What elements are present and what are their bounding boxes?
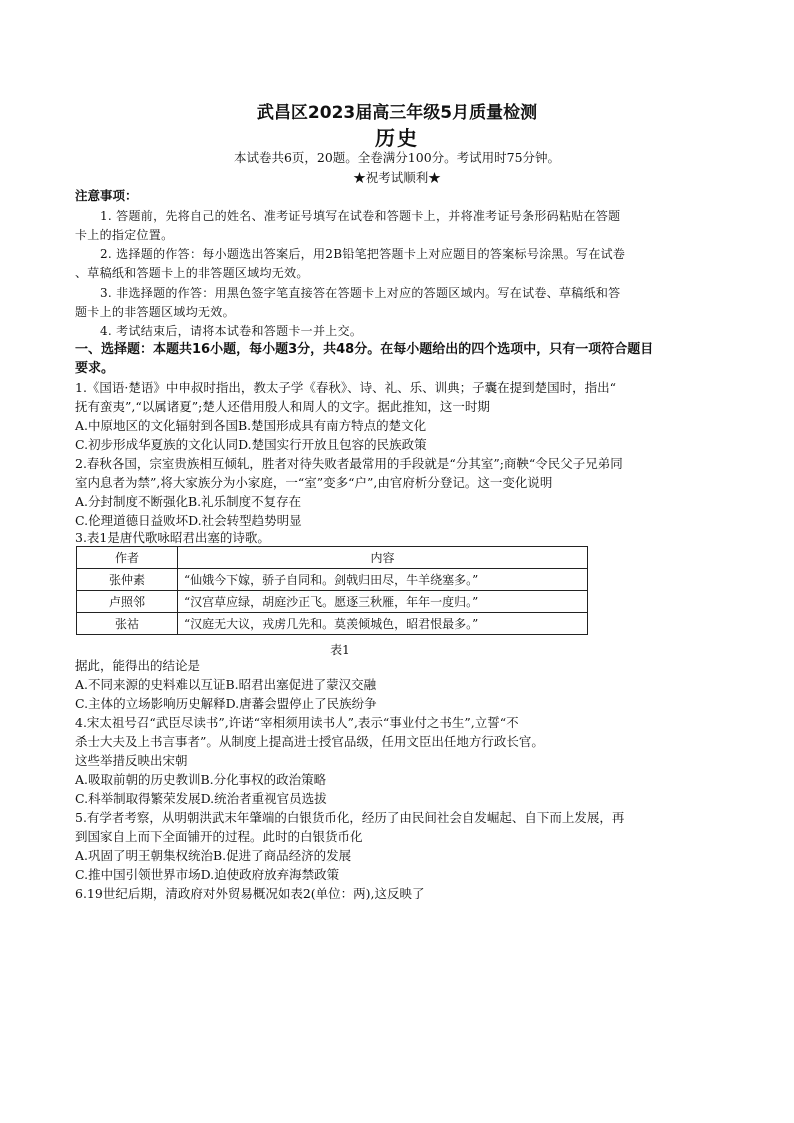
question-3-stem: 据此，能得出的结论是 [75,658,201,673]
subject-title: 历史 [375,126,419,150]
notice-line: 3. 非选择题的作答：用黑色签字笔直接答在答题卡上对应的答题区域内。写在试卷、草稿纸和答 [100,286,621,300]
notice-line: 2. 选择题的作答：每小题选出答案后，用2B铅笔把答题卡上对应题目的答案标号涂黑。写在试卷 [100,247,626,261]
good-luck-line: ★祝考试顺利★ [353,170,441,185]
question-2-stem: 室内息者为禁”,将大家族分为小家庭，一“室”变多“户”,由官府析分登记。这一变化说明 [75,475,553,490]
exam-title: 武昌区2023届高三年级5月质量检测 [256,103,538,123]
table-header-author: 作者 [77,547,178,569]
notice-line: 1. 答题前，先将自己的姓名、准考证号填写在试卷和答题卡上，并将准考证号条形码粘贴在答题 [100,209,621,223]
table-header-row [77,547,588,569]
question-6-stem: 6.19世纪后期，清政府对外贸易概况如表2(单位：两),这反映了 [75,886,425,901]
section-heading-cont: 要求。 [75,361,115,376]
table-header-content: 内容 [178,547,588,569]
section-heading: 一、选择题：本题共16小题，每小题3分，共48分。在每小题给出的四个选项中，只有一项符合题目 [75,342,654,357]
table-row [77,591,588,613]
question-3-options: A.不同来源的史料难以互证B.昭君出塞促进了蒙汉交融 [75,677,377,692]
table-cell-author: 张仲素 [77,569,178,591]
notice-line: 卡上的指定位置。 [75,228,174,242]
question-1-options: C.初步形成华夏族的文化认同D.楚国实行开放且包容的民族政策 [75,437,427,452]
table-cell-author: 张祜 [77,613,178,635]
question-4-stem: 杀士大夫及上书言事者”。从制度上提高进士授官品级，任用文臣出任地方行政长官。 [75,734,544,749]
table-cell-content: “汉宫草应绿，胡庭沙正飞。愿逐三秋雁，年年一度归。” [178,591,588,613]
question-3-stem: 3.表1是唐代歌咏昭君出塞的诗歌。 [75,530,270,545]
question-4-options: A.吸取前朝的历史教训B.分化事权的政治策略 [75,772,327,787]
question-5-stem: 到国家自上而下全面铺开的过程。此时的白银货币化 [75,829,363,844]
question-1-stem: 抚有蛮夷”,“以属诸夏”;楚人还借用殷人和周人的文字。据此推知，这一时期 [75,399,490,414]
question-5-options: C.推中国引领世界市场D.迫使政府放弃海禁政策 [75,867,340,882]
question-2-options: A.分封制度不断强化B.礼乐制度不复存在 [75,494,302,509]
notice-heading: 注意事项： [75,188,138,203]
notice-line: 题卡上的非答题区域均无效。 [75,305,235,319]
table-row [77,569,588,591]
table-cell-content: “汉庭无大议，戎虏几先和。莫羡倾城色，昭君恨最多。” [178,613,588,635]
notice-line: 4. 考试结束后，请将本试卷和答题卡一并上交。 [100,324,363,338]
table-cell-content: “仙娥今下嫁，骄子自同和。剑戟归田尽，牛羊绕塞多。” [178,569,588,591]
table-caption: 表1 [330,643,350,657]
question-5-stem: 5.有学者考察，从明朝洪武末年肇端的白银货币化，经历了由民间社会自发崛起、自下而上发展，再 [75,810,625,825]
question-2-options: C.伦理道德日益败坏D.社会转型趋势明显 [75,513,302,528]
exam-info: 本试卷共6页，20题。全卷满分100分。考试用时75分钟。 [233,150,561,165]
question-4-options: C.科举制取得繁荣发展D.统治者重视官员选拔 [75,791,327,806]
question-5-options: A.巩固了明王朝集权统治B.促进了商品经济的发展 [75,848,352,863]
table-cell-author: 卢照邻 [77,591,178,613]
poem-table [76,546,588,635]
question-1-stem: 1.《国语·楚语》中申叔时指出，教太子学《春秋》、诗、礼、乐、训典；子囊在提到楚国时，指出“ [75,380,617,395]
question-3-options: C.主体的立场影响历史解释D.唐蕃会盟停止了民族纷争 [75,696,377,711]
question-2-stem: 2.春秋各国，宗室贵族相互倾轧，胜者对待失败者最常用的手段就是“分其室”;商鞅“令民父子兄弟同 [75,456,623,471]
question-4-stem: 4.宋太祖号召“武臣尽读书”,许诺“宰相须用读书人”,表示“事业付之书生”,立誓“不 [75,715,519,730]
question-1-options: A.中原地区的文化辐射到各国B.楚国形成具有南方特点的楚文化 [75,418,427,433]
notice-line: 、草稿纸和答题卡上的非答题区域均无效。 [75,266,309,280]
question-4-stem: 这些举措反映出宋朝 [75,753,188,768]
table-row [77,613,588,635]
